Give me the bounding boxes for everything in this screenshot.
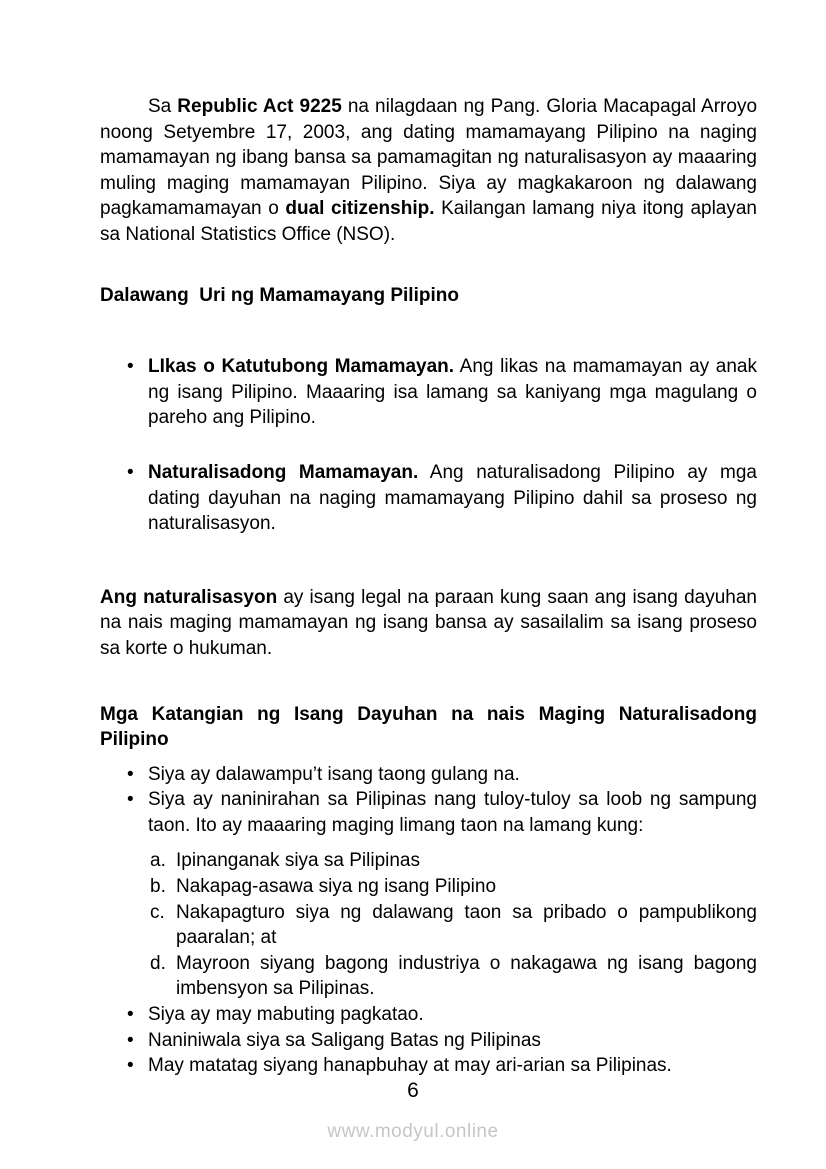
list-item-body: Ang naturalisadong Pilipino ay mga dating dayuhan na naging mamamayang Pilipino dahil sa proseso ng naturalisasyon. <box>148 461 757 535</box>
list-item-text: Naniniwala siya sa Saligang Batas ng Pilipinas <box>148 1029 541 1051</box>
bullet-icon: • <box>127 1055 134 1077</box>
list-item-lead: Naturalisadong Mamamayan. <box>148 461 419 483</box>
bullet-icon: • <box>127 789 134 811</box>
item-letter: b. <box>150 876 166 898</box>
list-item-text: May matatag siyang hanapbuhay at may ari-arian sa Pilipinas. <box>148 1055 672 1077</box>
bold-text-segment: dual citizenship. <box>285 198 435 220</box>
bullet-icon: • <box>127 356 134 378</box>
list-item <box>100 787 757 838</box>
lettered-sub-list <box>100 848 757 1002</box>
list-item <box>100 1002 757 1028</box>
sub-list-item <box>100 900 757 951</box>
item-letter: d. <box>150 952 166 974</box>
list-item-lead: LIkas o Katutubong Mamamayan. <box>148 356 455 378</box>
list-item-text <box>148 462 757 534</box>
list-item <box>100 762 757 788</box>
list-item-text: Siya ay naninirahan sa Pilipinas nang tuloy-tuloy sa loob ng sampung taon. Ito ay maaaring maging limang taon na lamang kung: <box>148 789 757 836</box>
naturalization-paragraph <box>100 585 757 662</box>
section1-heading: Dalawang Uri ng Mamamayang Pilipino <box>100 284 459 306</box>
list-item-body: Ang likas na mamamayan ay anak ng isang Pilipino. Maaaring isa lamang sa kaniyang mga magulang o pareho ang Pilipino. <box>148 356 757 429</box>
list-item <box>100 354 757 431</box>
sub-item-text: Ipinanganak siya sa Pilipinas <box>176 850 420 872</box>
sub-list-item <box>100 951 757 1002</box>
sub-item-text: Nakapag-asawa siya ng isang Pilipino <box>176 876 497 898</box>
bullet-icon: • <box>127 1004 134 1026</box>
list-item-text: Siya ay may mabuting pagkatao. <box>148 1004 424 1026</box>
text-segment: Sa <box>148 96 178 117</box>
list-item-text: Siya ay dalawampu’t isang taong gulang na. <box>148 763 520 785</box>
paragraph-lead: Ang naturalisasyon <box>100 586 278 608</box>
bold-text-segment: Republic Act 9225 <box>177 96 342 117</box>
section2-heading: Mga Katangian ng Isang Dayuhan na nais Maging Naturalisadong Pilipino <box>100 703 757 751</box>
page-number: 6 <box>407 1079 419 1102</box>
text-segment: na nilagdaan ng Pang. Gloria Macapagal Arroyo noong Setyembre 17, 2003, ang dating mamamayang Pilipino na naging mamamayan ng ibang bansa sa pamamagitan ng naturalisasyon ay maaaring muling maging mamamayan Pilipino. Siya ay magkakaroon ng dalawang pagkamamamayan o <box>100 96 758 220</box>
sub-list-item <box>100 848 757 874</box>
item-letter: a. <box>150 850 166 872</box>
list-item <box>100 1028 757 1054</box>
text-segment: Kailangan lamang niya itong aplayan sa National Statistics Office (NSO). <box>100 198 757 245</box>
bullet-icon: • <box>127 763 134 785</box>
list-item-text <box>148 356 757 428</box>
sub-item-text: Nakapagturo siya ng dalawang taon sa pribado o pampublikong paaralan; at <box>176 901 757 949</box>
bullet-icon: • <box>127 461 134 483</box>
sub-list-item <box>100 874 757 900</box>
paragraph-body: ay isang legal na paraan kung saan ang isang dayuhan na nais maging mamamayan ng isang bansa ay sasailalim sa isang proseso sa korte o hukuman. <box>100 586 757 659</box>
watermark: www.modyul.online <box>327 1121 499 1142</box>
item-letter: c. <box>150 901 165 923</box>
sub-item-text: Mayroon siyang bagong industriya o nakagawa ng isang bagong imbensyon sa Pilipinas. <box>176 952 757 1000</box>
list-item <box>100 460 757 537</box>
list-item <box>100 1053 757 1079</box>
bullet-icon: • <box>127 1029 134 1051</box>
intro-paragraph <box>100 94 757 248</box>
